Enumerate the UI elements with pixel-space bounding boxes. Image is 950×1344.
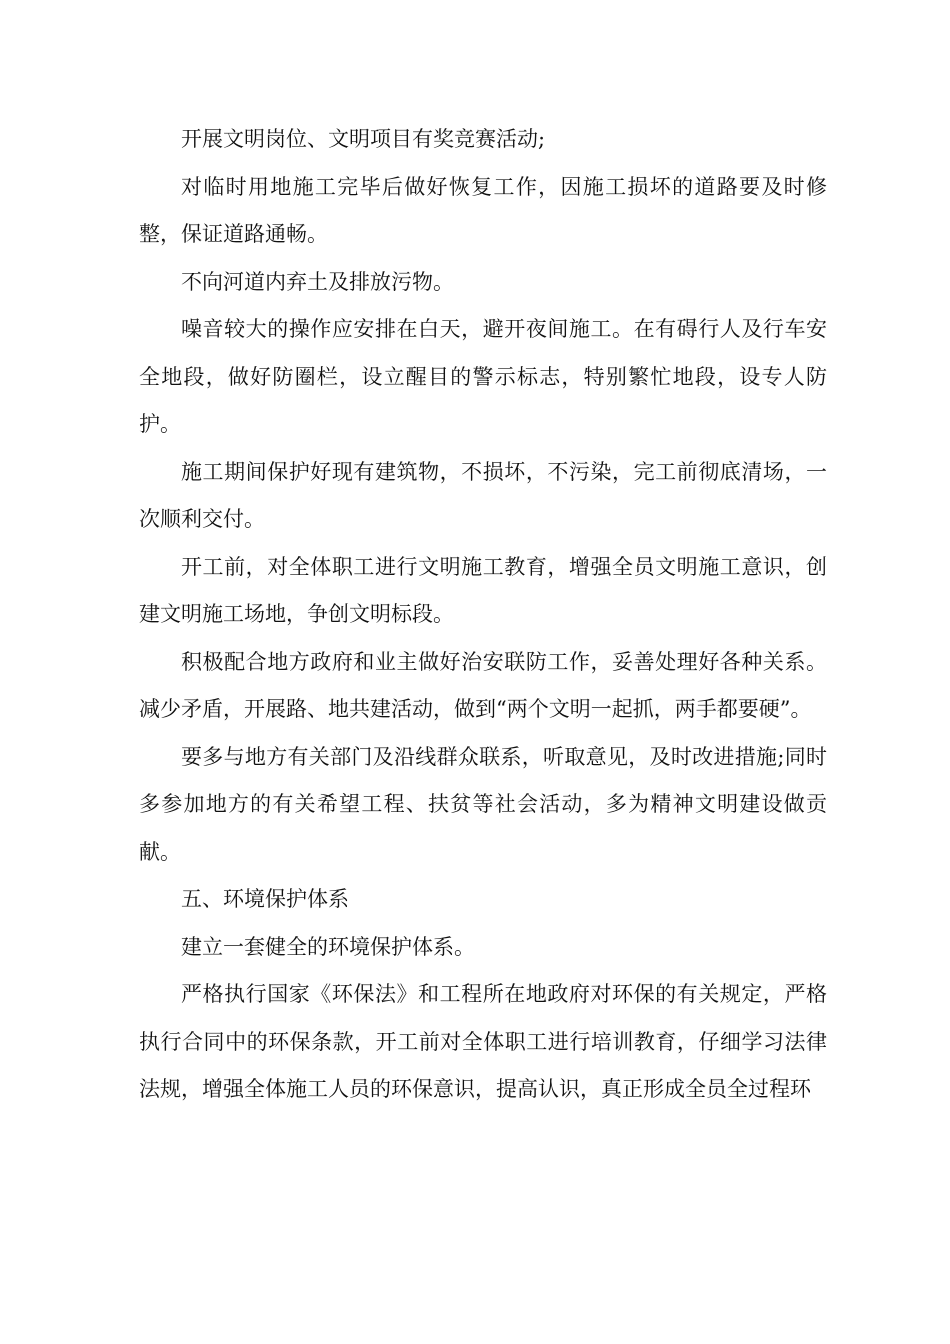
paragraph: 要多与地方有关部门及沿线群众联系，听取意见，及时改进措施;同时多参加地方的有关希望工程、扶贫等社会活动，多为精神文明建设做贡献。 — [139, 744, 827, 864]
paragraph: 建立一套健全的环境保护体系。 — [181, 934, 475, 959]
paragraph: 噪音较大的操作应安排在白天，避开夜间施工。在有碍行人及行车安全地段，做好防圈栏，设立醒目的警示标志，特别繁忙地段，设专人防护。 — [139, 317, 827, 436]
paragraph: 严格执行国家《环保法》和工程所在地政府对环保的有关规定，严格执行合同中的环保条款，开工前对全体职工进行培训教育，仔细学习法律法规，增强全体施工人员的环保意识，提高认识，真正形成全员全过程环 — [139, 982, 827, 1101]
paragraph: 开工前，对全体职工进行文明施工教育，增强全员文明施工意识，创建文明施工场地，争创文明标段。 — [139, 554, 827, 626]
paragraph: 施工期间保护好现有建筑物，不损坏，不污染，完工前彻底清场，一次顺利交付。 — [139, 459, 827, 531]
section-heading: 五、环境保护体系 — [181, 887, 349, 911]
paragraph: 不向河道内弃土及排放污物。 — [181, 269, 454, 294]
paragraph: 开展文明岗位、文明项目有奖竞赛活动; — [181, 127, 546, 151]
paragraph: 积极配合地方政府和业主做好治安联防工作，妥善处理好各种关系。减少矛盾，开展路、地共建活动，做到“两个文明一起抓，两手都要硬”。 — [139, 649, 827, 721]
document-body — [139, 116, 827, 1114]
paragraph: 对临时用地施工完毕后做好恢复工作，因施工损坏的道路要及时修整，保证道路通畅。 — [139, 174, 827, 246]
